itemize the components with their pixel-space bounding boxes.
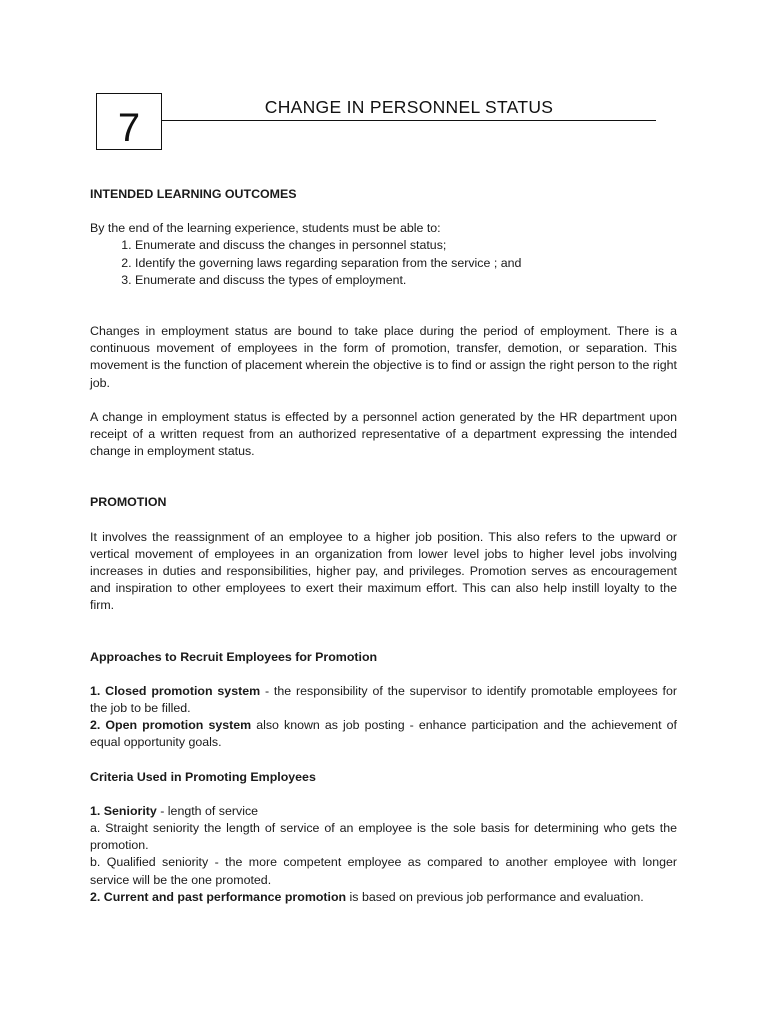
ilo-item: 1. Enumerate and discuss the changes in personnel status; (135, 237, 677, 254)
criteria-item (90, 803, 677, 820)
approach-text: also known as job posting - enhance participation and the achievement of equal opportunity goals. (90, 718, 677, 750)
criteria-term: 1. Seniority (90, 803, 157, 818)
criteria-subitem: b. Qualified seniority - the more competent employee as compared to another employee with longer service will be the one promoted. (90, 855, 677, 887)
criteria-heading: Criteria Used in Promoting Employees (90, 769, 316, 784)
intro-paragraph: A change in employment status is effected by a personnel action generated by the HR department upon receipt of a written request from an authorized representative of a department expressing the intended change in employment status. (90, 409, 677, 459)
document-body (90, 186, 677, 906)
intro-paragraph: Changes in employment status are bound to take place during the period of employment. There is a continuous movement of employees in the form of promotion, transfer, demotion, or separation. This movement is the function of placement wherein the objective is to find or assign the right person to the right job. (90, 324, 677, 390)
criteria-text: is based on previous job performance and evaluation. (346, 889, 644, 904)
ilo-item: 3. Enumerate and discuss the types of employment. (135, 272, 677, 289)
criteria-text: - length of service (156, 803, 259, 818)
criteria-item (90, 889, 677, 906)
chapter-title: CHANGE IN PERSONNEL STATUS (264, 97, 554, 117)
promotion-heading: PROMOTION (90, 495, 167, 510)
approach-item (90, 717, 677, 751)
ilo-list (90, 237, 677, 289)
chapter-number: 7 (117, 106, 141, 150)
approaches-heading: Approaches to Recruit Employees for Promotion (90, 649, 378, 664)
promotion-paragraph: It involves the reassignment of an employee to a higher job position. This also refers to the upward or vertical movement of employees in an organization from lower level jobs to higher level jobs involving increases in duties and responsibilities, higher pay, and privileges. Promotion serves as encouragement and inspiration to other employees to exert their maximum effort. This can also help instill loyalty to the firm. (90, 529, 677, 613)
criteria-term: 2. Current and past performance promotion (90, 889, 347, 904)
ilo-item: 2. Identify the governing laws regarding separation from the service ; and (135, 255, 677, 272)
approach-term: 1. Closed promotion system (90, 683, 261, 698)
ilo-heading: INTENDED LEARNING OUTCOMES (90, 187, 297, 201)
ilo-intro: By the end of the learning experience, students must be able to: (90, 221, 441, 236)
criteria-subitem: a. Straight seniority the length of service of an employee is the sole basis for determining who gets the promotion. (90, 821, 677, 853)
chapter-number-box (96, 93, 162, 150)
approach-item (90, 683, 677, 717)
approach-text: - the responsibility of the supervisor to identify promotable employees for the job to be filled. (90, 683, 677, 716)
approach-term: 2. Open promotion system (90, 718, 252, 733)
chapter-title-rule (162, 120, 656, 121)
